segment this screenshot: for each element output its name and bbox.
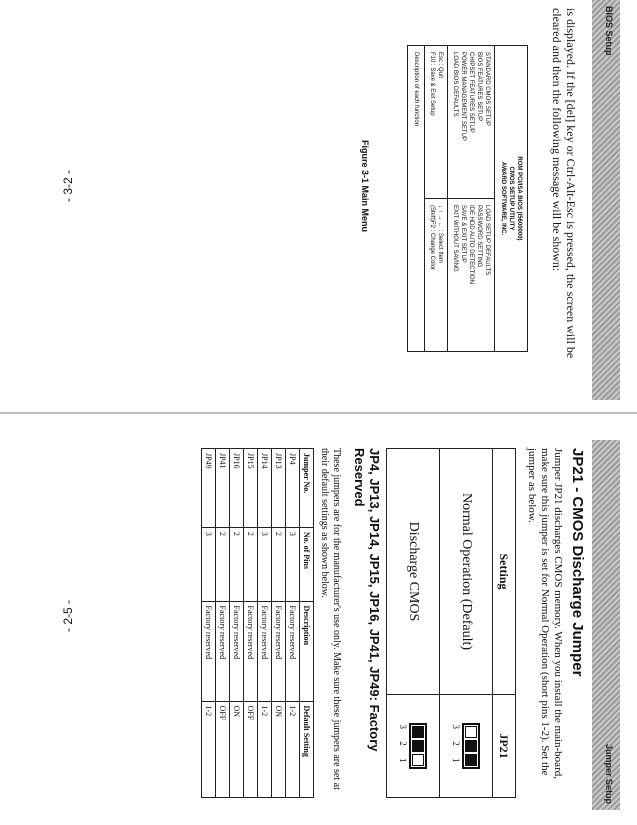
pin — [466, 754, 478, 766]
table-row — [216, 449, 230, 798]
pin — [466, 726, 478, 738]
table-cell: 2 — [272, 527, 286, 601]
table-cell: OFF — [244, 701, 258, 797]
table-cell: Factory reserved — [202, 601, 216, 701]
table-row — [202, 449, 216, 798]
table-cell: Factory reserved — [272, 601, 286, 701]
bios-main-menu — [407, 45, 528, 352]
table-cell: JP41 — [216, 449, 230, 528]
page-number: - 3-2 - — [61, 170, 75, 203]
table-cell: Factory reserved — [258, 601, 272, 701]
table-header: Setting — [493, 449, 516, 695]
page-3-2 — [60, 0, 620, 400]
table-cell: 2 — [216, 527, 230, 601]
table-header: No. of Pins — [300, 527, 314, 601]
menu-item[interactable]: EXIT WITHOUT SAVING — [452, 205, 458, 272]
pin — [413, 726, 425, 738]
pin-numbers: 3 2 1 — [451, 724, 462, 768]
menu-footer — [424, 46, 447, 351]
menu-description: Description of each function — [413, 52, 419, 127]
figure-caption: Figure 3-1 Main Menu — [360, 140, 370, 233]
header-band — [592, 0, 620, 400]
table-cell: 2 — [244, 527, 258, 601]
header-band-label: Jumper Setup — [604, 743, 614, 804]
table-cell: JP14 — [258, 449, 272, 528]
table-cell: JP16 — [230, 449, 244, 528]
table-cell: Factory reserved — [286, 601, 300, 701]
menu-footer-item: (Shift)F2 : Change Color — [429, 205, 435, 271]
table-cell: Factory reserved — [230, 601, 244, 701]
scan-divider — [0, 412, 637, 414]
factory-reserved-table — [201, 448, 314, 798]
menu-item[interactable]: BIOS FEATURES SETUP — [476, 52, 482, 122]
table-cell: JP49 — [202, 449, 216, 528]
menu-footer-right — [425, 198, 447, 351]
setting-cell: Discharge CMOS — [387, 449, 440, 695]
pin — [413, 754, 425, 766]
intro-paragraph: is displayed. If the [del] key or Ctrl-Alt-Esc is pressed, the screen will be cleared and then the following message will be shown: — [550, 8, 578, 359]
menu-item[interactable]: SAVE & EXIT SETUP — [460, 205, 466, 263]
table-cell: ON — [272, 701, 286, 797]
table-row — [440, 449, 493, 798]
section-heading-2: JP4, JP13, JP14, JP15, JP16, JP41, JP49: Factory Reserved — [352, 448, 382, 752]
jumper-cell — [387, 695, 440, 798]
jumper-pins-discharge — [410, 723, 428, 769]
menu-footer-item: F10 : Save & Exit Setup — [429, 52, 435, 116]
setting-cell: Normal Operation (Default) — [440, 449, 493, 695]
menu-item[interactable]: STANDARD CMOS SETUP — [484, 52, 490, 126]
table-cell: Factory reserved — [244, 601, 258, 701]
table-row — [244, 449, 258, 798]
table-header: Description — [300, 601, 314, 701]
menu-left-column — [448, 46, 494, 198]
menu-item[interactable]: POWER MANAGEMENT SETUP — [460, 52, 466, 141]
section-paragraph: Jumper JP21 discharges CMOS memory. When you install the main-board, make sure this jumper is set for Normal Operation (short pins 1-2). Set the jumper as below. — [526, 448, 564, 779]
menu-item[interactable]: IDE HDD AUTO DETECTION — [468, 205, 474, 284]
section-paragraph-2: These jumpers are for the manufacturer's use only. Make sure these jumpers are set at their default settings as shown below. — [319, 448, 342, 790]
table-row — [286, 449, 300, 798]
menu-title-line: AWARD SOFTWARE, INC. — [500, 161, 506, 236]
table-cell: JP15 — [244, 449, 258, 528]
pin — [466, 740, 478, 752]
table-header-row — [493, 449, 516, 798]
menu-item[interactable]: PASSWORD SETTING — [476, 205, 482, 268]
section-heading: JP21 - CMOS Discharge Jumper — [569, 448, 586, 677]
menu-item[interactable]: LOAD BIOS DEFAULTS — [452, 52, 458, 117]
page-2-5 — [60, 440, 620, 810]
jumper-setting-table — [386, 448, 516, 798]
table-cell: 1-2 — [202, 701, 216, 797]
table-cell: OFF — [216, 701, 230, 797]
pin — [413, 740, 425, 752]
menu-item[interactable]: CHIPSET FEATURES SETUP — [468, 52, 474, 133]
table-cell: 1-2 — [258, 701, 272, 797]
table-cell: 2 — [230, 527, 244, 601]
menu-columns — [447, 46, 494, 351]
page-number: - 2-5 - — [61, 600, 75, 633]
table-cell: JP4 — [286, 449, 300, 528]
menu-right-column — [448, 198, 494, 351]
table-row — [230, 449, 244, 798]
menu-title-line: CMOS SETUP UTILITY — [508, 166, 514, 231]
table-row — [258, 449, 272, 798]
menu-title — [494, 46, 527, 351]
table-row — [272, 449, 286, 798]
menu-item[interactable]: LOAD SETUP DEFAULTS — [484, 205, 490, 276]
table-header: Jumper No. — [300, 449, 314, 528]
table-cell: 1-2 — [286, 701, 300, 797]
jumper-cell — [440, 695, 493, 798]
menu-title-line: ROM PCI/ISA BIOS (I5600000) — [516, 156, 522, 241]
table-cell: 3 — [202, 527, 216, 601]
menu-footer-item: Esc : Quit — [437, 52, 443, 79]
table-cell: ON — [230, 701, 244, 797]
table-header: JP21 — [493, 695, 516, 798]
table-cell: 3 — [286, 527, 300, 601]
table-row — [387, 449, 440, 798]
table-cell: 3 — [258, 527, 272, 601]
menu-footer-left — [425, 46, 447, 198]
table-header-row — [300, 449, 314, 798]
table-cell: JP13 — [272, 449, 286, 528]
menu-footer-item: ↓ ↑ → ← : Select Item — [437, 205, 443, 264]
jumper-pins-normal — [463, 723, 481, 769]
table-header: Default Setting — [300, 701, 314, 797]
header-band-label: BIOS Setup — [604, 6, 614, 56]
pin-numbers: 3 2 1 — [398, 724, 409, 768]
table-cell: Factory reserved — [216, 601, 230, 701]
